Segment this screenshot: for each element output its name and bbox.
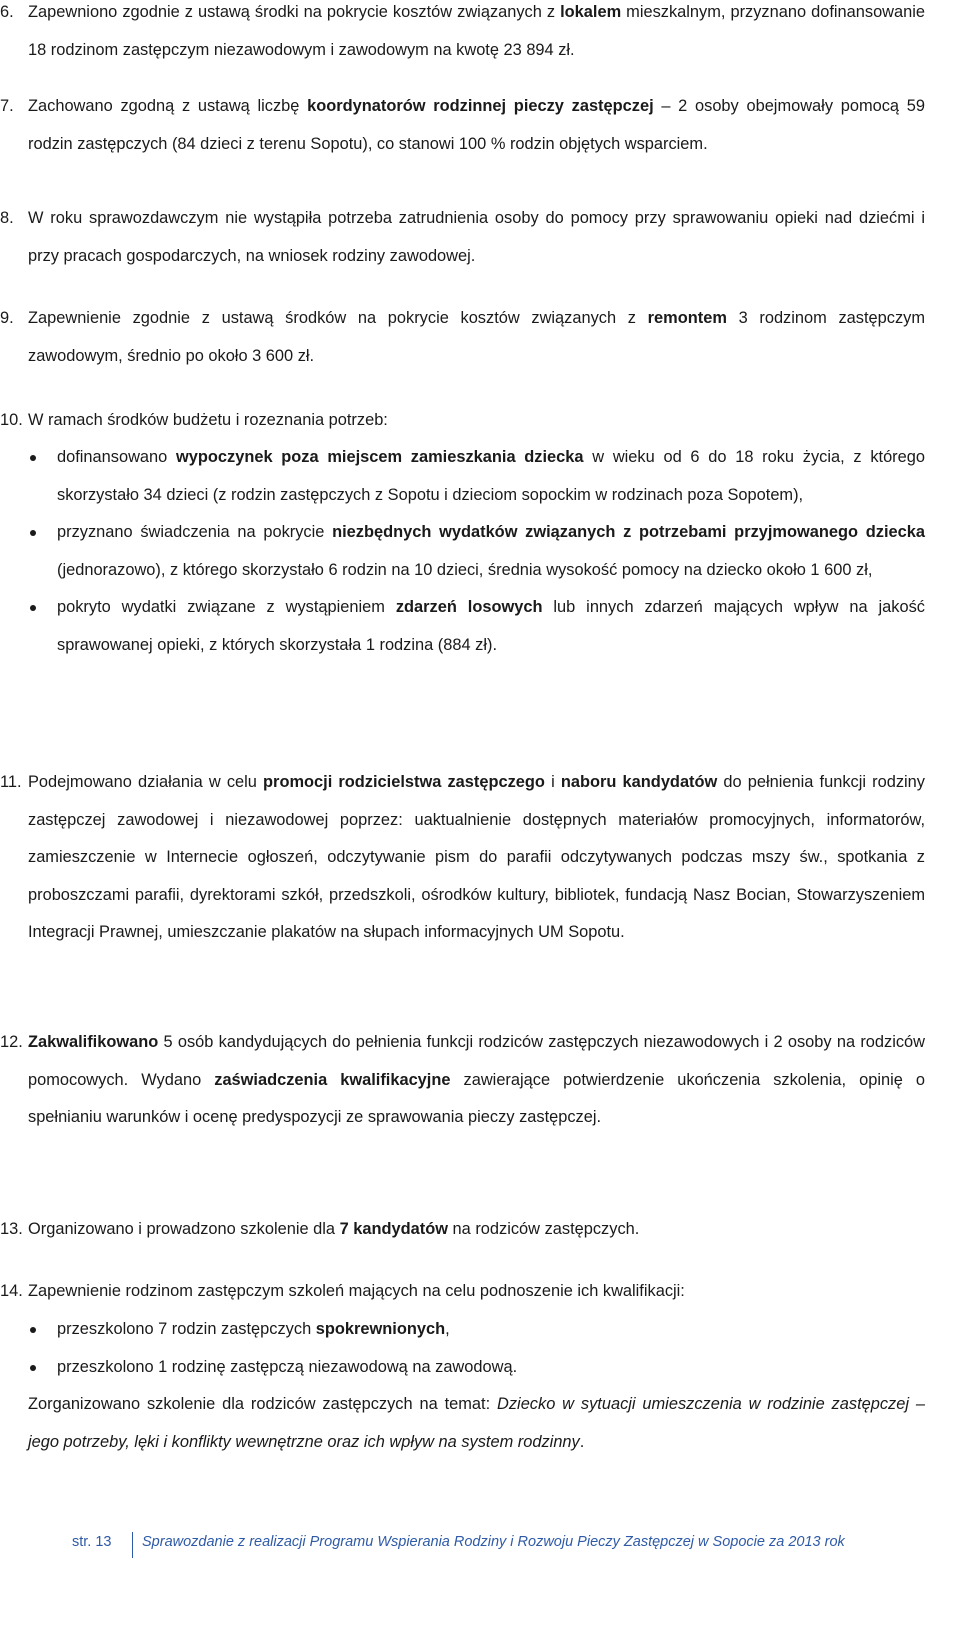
item-8 [0,200,925,275]
item-number: 11. [0,773,22,791]
item-10-bullets [0,439,925,664]
list-item [0,514,925,589]
item-number: 7. [0,97,14,115]
item-number: 9. [0,309,14,327]
bullet-icon [30,605,36,611]
bullet-icon [30,1327,36,1333]
item-text: Zapewnienie zgodnie z ustawą środków na pokrycie kosztów związanych z remontem 3 rodzinom zastępczym zawodowym, średnio po około 3 600 zł. [28,309,925,365]
item-14-bullets [0,1311,925,1386]
item-14-extra: Zorganizowano szkolenie dla rodziców zastępczych na temat: Dziecko w sytuacji umieszczenia w rodzinie zastępczej – jego potrzeby, lęki i konflikty wewnętrzne oraz ich wpływ na system rodzinny. [28,1395,925,1451]
bullet-text: przyznano świadczenia na pokrycie niezbędnych wydatków związanych z potrzebami przyjmowanego dziecka (jednorazowo), z którego skorzystało 6 rodzin na 10 dzieci, średnia wysokość pomocy na dziecko około 1 600 zł, [57,523,925,579]
footer-divider [132,1532,133,1558]
item-text: Zapewnienie rodzinom zastępczym szkoleń mających na celu podnoszenie ich kwalifikacji: [28,1282,685,1300]
list-item [0,589,925,664]
item-text: Zakwalifikowano 5 osób kandydujących do pełnienia funkcji rodziców zastępczych niezawodowych i 2 osoby na rodziców pomocowych. Wydano zaświadczenia kwalifikacyjne zawierające potwierdzenie ukończenia szkolenia, opinię o spełnianiu warunków i ocenę predyspozycji ze sprawowania pieczy zastępczej. [28,1033,925,1126]
list-item [0,1349,925,1387]
bullet-text: przeszkolono 1 rodzinę zastępczą niezawodową na zawodową. [57,1357,518,1376]
bullet-text: przeszkolono 7 rodzin zastępczych spokrewnionych, [57,1320,450,1338]
bullet-icon [30,1365,36,1371]
list-item [0,1311,925,1349]
item-6 [0,0,925,69]
page-number: str. 13 [72,1534,112,1550]
item-9 [0,300,925,375]
item-text: Podejmowano działania w celu promocji rodzicielstwa zastępczego i naboru kandydatów do pełnienia funkcji rodziny zastępczej zawodowej i niezawodowej poprzez: uaktualnienie dostępnych materiałów promocyjnych, informatorów, zamieszczenie w Internecie ogłoszeń, odczytywanie pism do parafii odczytywanych podczas mszy św., spotkania z proboszczami parafii, dyrektorami szkół, przedszkoli, ośrodków kultury, bibliotek, fundacją Nasz Bocian, Stowarzyszeniem Integracji Prawnej, umieszczanie plakatów na słupach informacyjnych UM Sopotu. [28,773,925,941]
bullet-icon [30,530,36,536]
bullet-text: pokryto wydatki związane z wystąpieniem zdarzeń losowych lub innych zdarzeń mających wpływ na jakość sprawowanej opieki, z których skorzystała 1 rodzina (884 zł). [57,598,926,654]
list-item [0,439,925,514]
item-number: 8. [0,209,14,227]
footer-title: Sprawozdanie z realizacji Programu Wspierania Rodziny i Rozwoju Pieczy Zastępczej w Sopocie za 2013 rok [142,1534,845,1550]
item-text: Organizowano i prowadzono szkolenie dla 7 kandydatów na rodziców zastępczych. [28,1220,640,1238]
item-10 [0,402,925,440]
item-7 [0,88,925,163]
item-text: W ramach środków budżetu i rozeznania potrzeb: [28,411,388,429]
item-11 [0,764,925,952]
item-number: 10. [0,411,23,429]
item-number: 12. [0,1033,23,1051]
bullet-icon [30,455,36,461]
item-number: 6. [0,3,14,21]
item-text: Zachowano zgodną z ustawą liczbę koordynatorów rodzinnej pieczy zastępczej – 2 osoby obejmowały pomocą 59 rodzin zastępczych (84 dzieci z terenu Sopotu), co stanowi 100 % rodzin objętych wsparciem. [28,97,925,153]
bullet-text: dofinansowano wypoczynek poza miejscem zamieszkania dziecka w wieku od 6 do 18 roku życia, z którego skorzystało 34 dzieci (z rodzin zastępczych z Sopotu i dzieciom sopockim w rodzinach poza Sopotem), [57,448,925,504]
item-text: Zapewniono zgodnie z ustawą środki na pokrycie kosztów związanych z lokalem mieszkalnym, przyznano dofinansowanie 18 rodzinom zastępczym niezawodowym i zawodowym na kwotę 23 894 zł. [28,3,926,59]
page-footer [0,1532,960,1558]
item-number: 14. [0,1282,23,1300]
item-12 [0,1024,925,1137]
item-number: 13. [0,1220,23,1238]
item-13 [0,1211,925,1249]
item-text: W roku sprawozdawczym nie wystąpiła potrzeba zatrudnienia osoby do pomocy przy sprawowaniu opieki nad dziećmi i przy pracach gospodarczych, na wniosek rodziny zawodowej. [28,209,925,265]
item-14 [0,1273,925,1311]
